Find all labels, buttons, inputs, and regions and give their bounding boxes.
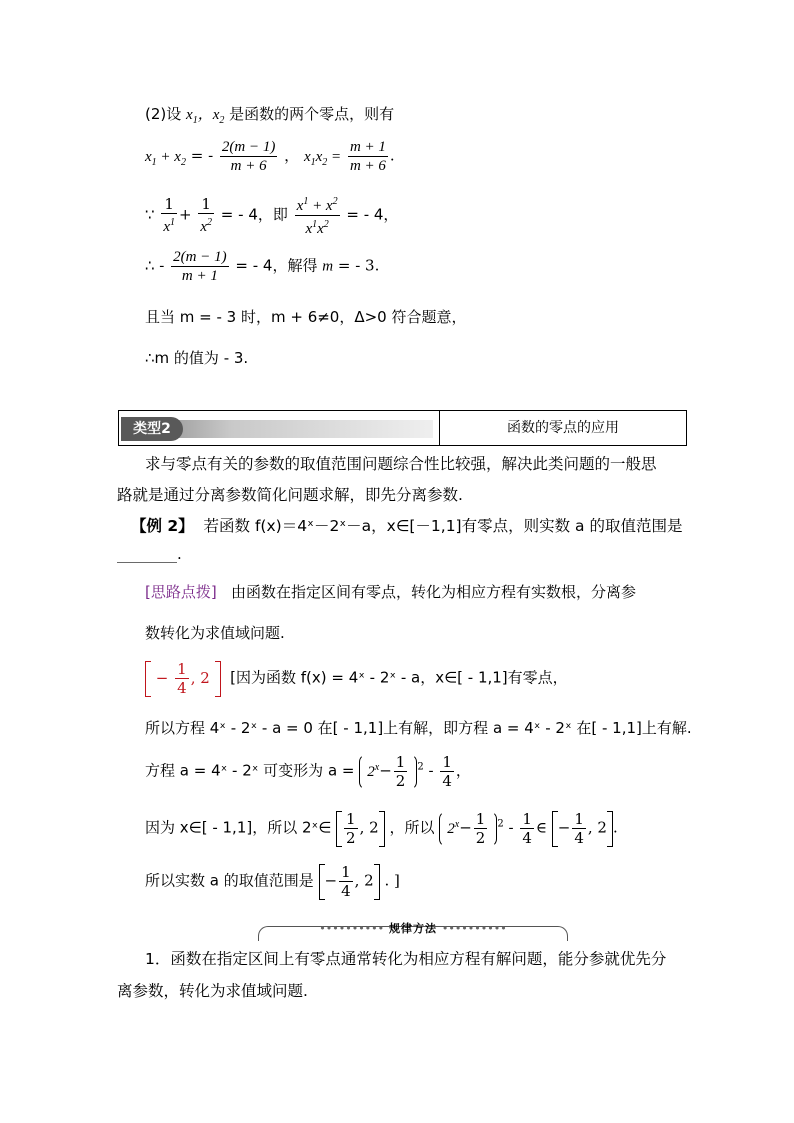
intro-paragraph-line1: 求与零点有关的参数的取值范围问题综合性比较强，解决此类问题的一般思 [145, 455, 657, 473]
solve-value: = - 3. [337, 256, 380, 275]
therefore-symbol: ∴ - [145, 256, 165, 275]
example-text: 若函数 f(x)＝4ˣ－2ˣ－a，x∈[－1,1]有零点，则实数 a 的取值范围是 [203, 517, 683, 535]
reciprocal-line: ∵ $\frac{1}{x^1}$ + $\frac{1}{x^2}$ = - 4，即 $\frac{x^1 + x^2}{x^1x^2}$ = - 4， [145, 195, 399, 237]
eq-neg4: = - 4，即 [220, 205, 288, 224]
example-line [131, 514, 682, 536]
hint-label: [思路点拨] [145, 583, 217, 601]
frac-den: m + 1 [171, 266, 228, 285]
hint-text: 由函数在指定区间有零点，转化为相应方程有实数根，分离参 [231, 583, 637, 601]
frac-num: 2(m − 1) [221, 139, 276, 155]
intro-paragraph-line2: 路就是通过分离参数简化问题求解，即先分离参数. [117, 486, 463, 504]
eq-neg4b: = - 4， [346, 205, 399, 224]
conclusion-line: ∴m 的值为 - 3. [145, 349, 249, 367]
vieta-line: $x_1 + x_2$ = - $\frac{2(m - 1)}{m + 6}$ ， $x_1x_2$ = $\frac{m + 1}{m + 6}$ . [145, 139, 395, 174]
part2-intro-tail: 是函数的两个零点，则有 [229, 105, 395, 123]
solution-line5: 所以实数 a 的取值范围是 − $\frac{1}{4}$ , 2 . ] [145, 863, 400, 900]
rule-label [258, 920, 568, 936]
solution-line4: 因为 x∈[ - 1,1]，所以 2ˣ∈ $\frac{1}{2}$ , 2 ，所以 $2^x-$ $\frac{1}{2}$ $^2$ - $\frac{1}{4}$ ∈ − $\frac{1}{4}$ , 2 . [145, 810, 618, 847]
answer-upper: 2 [200, 668, 210, 687]
fraction-1-over-x1: $\frac{1}{x^1}$ [163, 195, 175, 235]
sum-eq: = - [190, 146, 214, 165]
solution-text1: [因为函数 f(x) = 4ˣ - 2ˣ - a，x∈[ - 1,1]有零点， [230, 668, 568, 687]
hint-line2: 数转化为求值域问题. [145, 624, 285, 642]
type-tag: 类型2 [121, 417, 183, 441]
solution-end: . ] [384, 871, 400, 890]
part2-intro-text: (2)设 [145, 105, 182, 123]
solution-text3: 方程 a = 4ˣ - 2ˣ 可变形为 a = [145, 761, 355, 780]
type-left-cell [119, 411, 440, 445]
hint-line1 [145, 581, 636, 602]
type-title: 函数的零点的应用 [507, 420, 619, 436]
frac-num: m + 1 [349, 139, 386, 155]
since-symbol: ∵ [145, 205, 155, 224]
banner-dots-right: •••••••••• [441, 922, 507, 935]
answer-blank: ________. [117, 545, 182, 563]
part2-intro [145, 103, 394, 126]
frac-den: m + 6 [220, 156, 277, 175]
solution-minus: - [428, 761, 439, 780]
frac-den: m + 6 [349, 158, 386, 174]
fraction-product [348, 138, 388, 175]
fraction-solve [171, 248, 228, 285]
var-x1x2: $x_1$，$x_2$ [186, 107, 225, 126]
solution-line1 [145, 660, 568, 697]
answer-den: 4 [177, 679, 187, 697]
answer-num: 1 [177, 660, 187, 678]
answer-minus: − [155, 668, 169, 687]
example-label: 【例 2】 [131, 517, 194, 535]
fraction-1-over-x2: $\frac{1}{x^2}$ [200, 195, 213, 235]
type-header-box [118, 410, 687, 446]
rule-label-text: 规律方法 [389, 922, 437, 935]
banner-dots-left: •••••••••• [319, 922, 385, 935]
sum-lhs: $x_1 + x_2$ [145, 148, 186, 168]
solution-text5: 所以实数 a 的取值范围是 [145, 871, 314, 890]
answer-interval: − $\frac{1}{4}$ , 2 [145, 669, 225, 687]
solution-line2: 所以方程 4ˣ - 2ˣ - a = 0 在[ - 1,1]上有解，即方程 a = 4ˣ - 2ˣ 在[ - 1,1]上有解. [145, 719, 692, 737]
rule1-line1: 1．函数在指定区间上有零点通常转化为相应方程有解问题，能分参就优先分 [145, 950, 667, 968]
fraction-sum [220, 138, 277, 175]
solve-line: ∴ - $\frac{2(m - 1)}{m + 1}$ = - 4，解得 m = - 3. [145, 249, 380, 284]
solution-line3: 方程 a = 4ˣ - 2ˣ 可变形为 $a = 2^x-$ $\frac{1}{2}$ $^2$ - $\frac{1}{4}$ ， [145, 753, 471, 790]
solution-text4-mid: ，所以 [389, 818, 435, 837]
check-line: 且当 m = - 3 时，m + 6≠0，Δ>0 符合题意， [145, 308, 467, 326]
product-lhs: $x_1x_2$ = [303, 148, 342, 168]
rule1-line2: 离参数，转化为求值域问题. [117, 982, 308, 1000]
rule-method-banner [258, 920, 568, 942]
solution-text4: 因为 x∈[ - 1,1]，所以 2ˣ∈ [145, 818, 332, 837]
frac-num: 2(m − 1) [173, 249, 227, 265]
element-of: ∈ [535, 818, 547, 837]
separator: ， [284, 146, 300, 165]
fraction-combined: $\frac{x^1 + x^2}{x^1x^2}$ [296, 196, 338, 237]
solve-text: = - 4，解得 [235, 256, 318, 275]
